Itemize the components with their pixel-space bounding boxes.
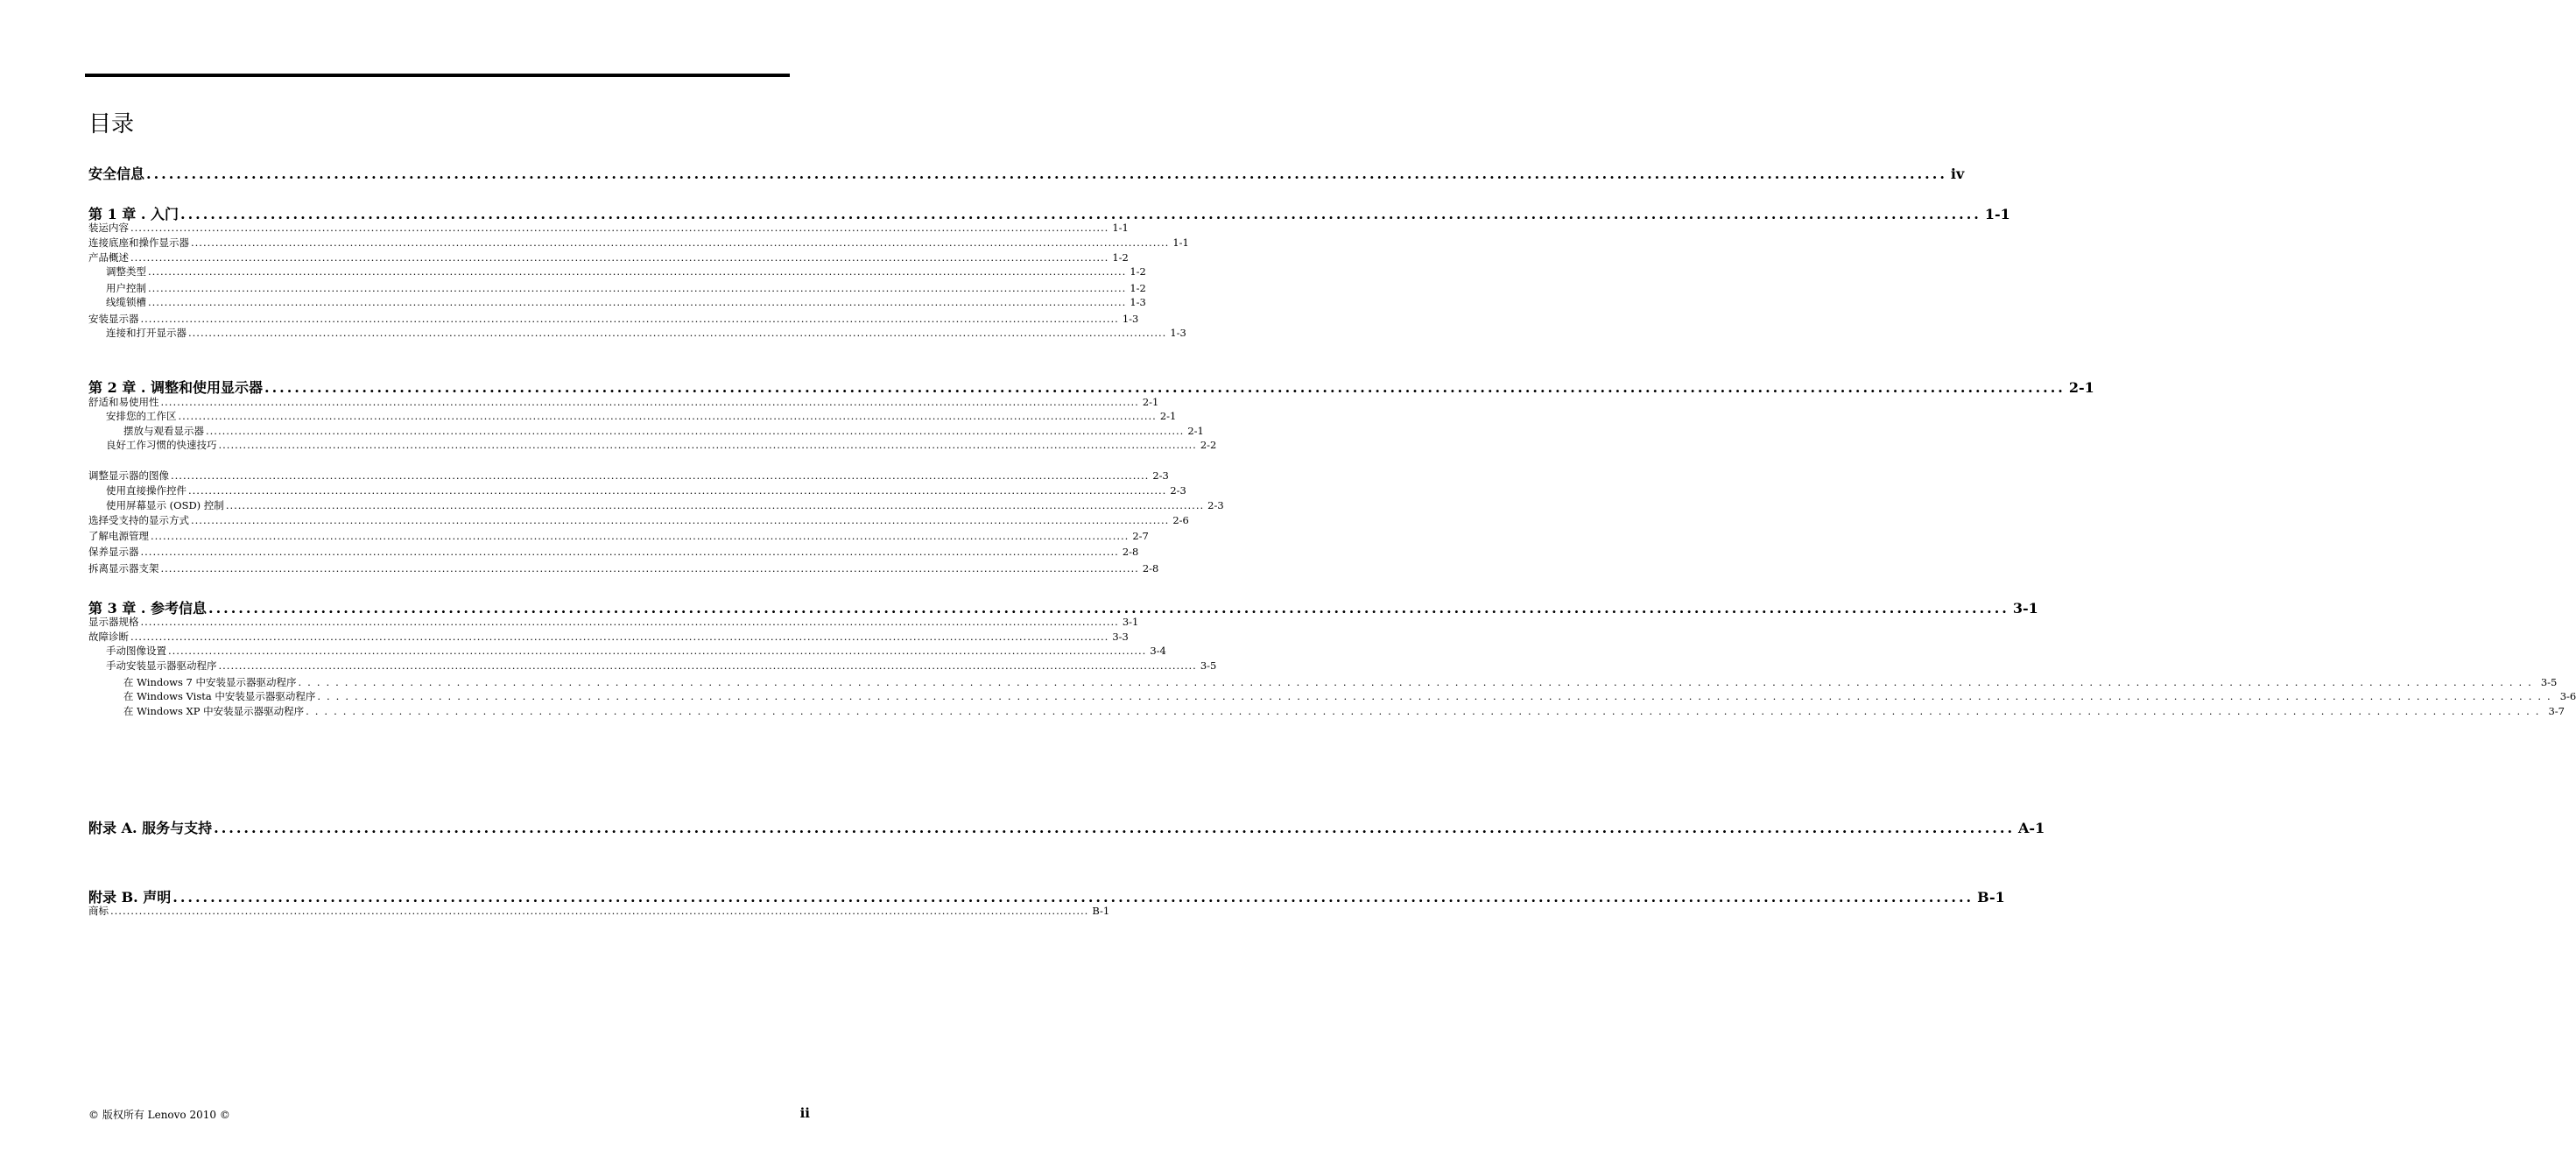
toc-label: 在 Windows XP 中安装显示器驱动程序: [123, 705, 305, 717]
toc-page: 1-1: [1172, 236, 1189, 249]
copyright-footer: © 版权所有 Lenovo 2010 ©: [88, 1109, 230, 1121]
toc-page: 1-3: [1170, 327, 1186, 339]
toc-entry[interactable]: [88, 312, 1139, 326]
toc-leader: ................................................................................................................................................................................................................................................: [140, 616, 1119, 628]
toc-entry[interactable]: [88, 250, 1129, 264]
toc-leader: ................................................................................................................................................................................................................................................: [180, 206, 1981, 222]
toc-label: 在 Windows Vista 中安装显示器驱动程序: [123, 690, 316, 702]
toc-label: 使用直接操作控件: [106, 484, 187, 497]
toc-entry-appendix-b[interactable]: [88, 886, 2005, 906]
toc-leader: ................................................................................................................................................................................................................................................: [208, 600, 2009, 617]
toc-label: 了解电源管理: [88, 530, 149, 542]
toc-leader: ................................................................................................................................................................................................................................................: [160, 396, 1139, 408]
toc-page: 2-1: [1159, 410, 1177, 422]
toc-leader: ................................................................................................................................................................................................................................................: [218, 439, 1197, 451]
toc-leader: ................................................................................................................................................................................................................................................: [148, 282, 1127, 294]
toc-label: 调整显示器的图像: [88, 469, 169, 482]
toc-label: 安排您的工作区: [106, 410, 177, 422]
toc-entry[interactable]: [88, 904, 1110, 918]
toc-page: 1-3: [1122, 313, 1139, 325]
toc-leader: ................................................................................................................................................................................................................................................: [317, 690, 2557, 702]
toc-entry[interactable]: [106, 644, 1166, 658]
toc-page: 2-8: [1122, 546, 1139, 558]
toc-label: 安装显示器: [88, 313, 139, 325]
toc-entry[interactable]: [106, 483, 1186, 497]
toc-entry[interactable]: [106, 498, 1224, 512]
toc-entry-appendix-a[interactable]: [88, 817, 2045, 836]
toc-label: 手动图像设置: [106, 645, 166, 657]
toc-page: 3-3: [1112, 631, 1129, 643]
toc-page: 2-2: [1200, 439, 1217, 451]
toc-leader: ................................................................................................................................................................................................................................................: [130, 631, 1109, 643]
toc-leader: ................................................................................................................................................................................................................................................: [218, 659, 1197, 672]
toc-page: 1-1: [1984, 206, 2010, 222]
toc-page: 2-6: [1172, 514, 1189, 526]
toc-entry-chapter-3[interactable]: [88, 597, 2038, 617]
toc-leader: ................................................................................................................................................................................................................................................: [206, 425, 1185, 437]
toc-page: 1-2: [1112, 251, 1129, 264]
toc-entry[interactable]: [88, 561, 1159, 575]
toc-page: 3-4: [1150, 645, 1166, 657]
toc-page: 2-1: [1187, 425, 1204, 437]
toc-leader: ................................................................................................................................................................................................................................................: [191, 514, 1170, 526]
toc-label: 在 Windows 7 中安装显示器驱动程序: [123, 676, 297, 688]
toc-entry[interactable]: [123, 424, 1204, 438]
toc-label: 拆离显示器支架: [88, 562, 159, 574]
toc-label: 调整类型: [106, 265, 146, 278]
toc-label: 线缆锁槽: [106, 296, 146, 308]
toc-label: 使用屏幕显示 (OSD) 控制: [106, 499, 224, 511]
toc-page: 3-6: [2559, 690, 2576, 702]
toc-label: 商标: [88, 905, 109, 917]
toc-leader: ................................................................................................................................................................................................................................................: [172, 889, 1974, 906]
toc-leader: ................................................................................................................................................................................................................................................: [110, 905, 1089, 917]
toc-label: 选择受支持的显示方式: [88, 514, 189, 526]
toc-label: 用户控制: [106, 282, 146, 294]
toc-page: 3-5: [2540, 676, 2558, 688]
header-rule: [85, 74, 790, 77]
toc-label: 产品概述: [88, 251, 129, 264]
toc-entry-safety[interactable]: [88, 163, 1965, 182]
toc-leader: ................................................................................................................................................................................................................................................: [188, 327, 1167, 339]
toc-page: 1-2: [1130, 282, 1146, 294]
toc-label: 显示器规格: [88, 616, 139, 628]
toc-entry[interactable]: [106, 326, 1186, 340]
toc-page: iv: [1950, 166, 1965, 182]
toc-page: 2-8: [1142, 562, 1159, 574]
toc-page: 3-1: [1122, 616, 1139, 628]
toc-entry[interactable]: [88, 513, 1189, 527]
toc-label: 附录 A. 服务与支持: [88, 820, 213, 836]
toc-entry[interactable]: [123, 704, 2565, 718]
toc-leader: ................................................................................................................................................................................................................................................: [148, 296, 1127, 308]
toc-leader: ................................................................................................................................................................................................................................................: [151, 530, 1130, 542]
toc-label: 附录 B. 声明: [88, 889, 172, 906]
toc-leader: ................................................................................................................................................................................................................................................: [264, 379, 2066, 396]
toc-leader: ................................................................................................................................................................................................................................................: [148, 265, 1127, 278]
toc-entry[interactable]: [106, 409, 1177, 423]
toc-entry[interactable]: [88, 529, 1149, 543]
toc-page: 2-3: [1152, 469, 1169, 482]
toc-label: 连接底座和操作显示器: [88, 236, 189, 249]
toc-entry[interactable]: [88, 469, 1169, 483]
toc-label: 连接和打开显示器: [106, 327, 187, 339]
toc-leader: ................................................................................................................................................................................................................................................: [191, 236, 1170, 249]
toc-label: 故障诊断: [88, 631, 129, 643]
toc-page: 3-1: [2012, 600, 2038, 617]
toc-label: 良好工作习惯的快速技巧: [106, 439, 217, 451]
toc-entry[interactable]: [88, 545, 1139, 559]
toc-entry[interactable]: [88, 221, 1129, 235]
toc-entry[interactable]: [106, 659, 1217, 673]
toc-page: 1-3: [1130, 296, 1146, 308]
page-number: ii: [799, 1105, 810, 1121]
toc-label: 装运内容: [88, 222, 129, 234]
toc-leader: ................................................................................................................................................................................................................................................: [140, 546, 1119, 558]
toc-label: 第 1 章 . 入门: [88, 206, 179, 222]
toc-page: 3-7: [2548, 705, 2565, 717]
page-title: 目录: [88, 111, 135, 137]
toc-entry[interactable]: [88, 236, 1189, 250]
toc-label: 舒适和易使用性: [88, 396, 159, 408]
toc-entry[interactable]: [106, 295, 1146, 309]
toc-entry[interactable]: [123, 689, 2576, 703]
toc-page: 3-5: [1200, 659, 1217, 672]
toc-leader: ................................................................................................................................................................................................................................................: [225, 499, 1205, 511]
toc-entry[interactable]: [123, 675, 2558, 689]
toc-leader: ................................................................................................................................................................................................................................................: [140, 313, 1119, 325]
toc-label: 手动安装显示器驱动程序: [106, 659, 217, 672]
toc-leader: ................................................................................................................................................................................................................................................: [160, 562, 1139, 574]
toc-page: 2-3: [1170, 484, 1186, 497]
toc-leader: ................................................................................................................................................................................................................................................: [130, 251, 1109, 264]
toc-entry[interactable]: [88, 615, 1139, 629]
toc-page: 1-1: [1112, 222, 1129, 234]
toc-leader: ................................................................................................................................................................................................................................................: [188, 484, 1167, 497]
toc-entry-chapter-1[interactable]: [88, 203, 2010, 222]
toc-label: 保养显示器: [88, 546, 139, 558]
toc-page: B-1: [1092, 905, 1110, 917]
toc-label: 安全信息: [88, 166, 145, 182]
toc-page: 2-7: [1132, 530, 1149, 542]
toc-entry[interactable]: [88, 630, 1129, 644]
toc-leader: ................................................................................................................................................................................................................................................: [168, 645, 1147, 657]
toc-entry[interactable]: [88, 395, 1159, 409]
toc-leader: ................................................................................................................................................................................................................................................: [306, 705, 2545, 717]
toc-entry[interactable]: [106, 281, 1146, 295]
toc-entry[interactable]: [106, 264, 1146, 278]
toc-page: A-1: [2018, 820, 2045, 836]
toc-label: 摆放与观看显示器: [123, 425, 204, 437]
toc-page: 2-1: [2068, 379, 2094, 396]
toc-leader: ................................................................................................................................................................................................................................................: [298, 676, 2537, 688]
toc-leader: ................................................................................................................................................................................................................................................: [214, 820, 2016, 836]
toc-entry[interactable]: [106, 438, 1217, 452]
toc-page: 2-1: [1142, 396, 1159, 408]
toc-entry-chapter-2[interactable]: [88, 377, 2094, 396]
toc-leader: ................................................................................................................................................................................................................................................: [171, 469, 1150, 482]
toc-label: 第 3 章 . 参考信息: [88, 600, 207, 617]
toc-label: 第 2 章 . 调整和使用显示器: [88, 379, 263, 396]
toc-leader: ................................................................................................................................................................................................................................................: [130, 222, 1109, 234]
toc-leader: ................................................................................................................................................................................................................................................: [178, 410, 1157, 422]
toc-page: 2-3: [1207, 499, 1224, 511]
toc-page: B-1: [1977, 889, 2005, 906]
toc-page: 1-2: [1130, 265, 1146, 278]
toc-leader: ................................................................................................................................................................................................................................................: [146, 166, 1947, 182]
